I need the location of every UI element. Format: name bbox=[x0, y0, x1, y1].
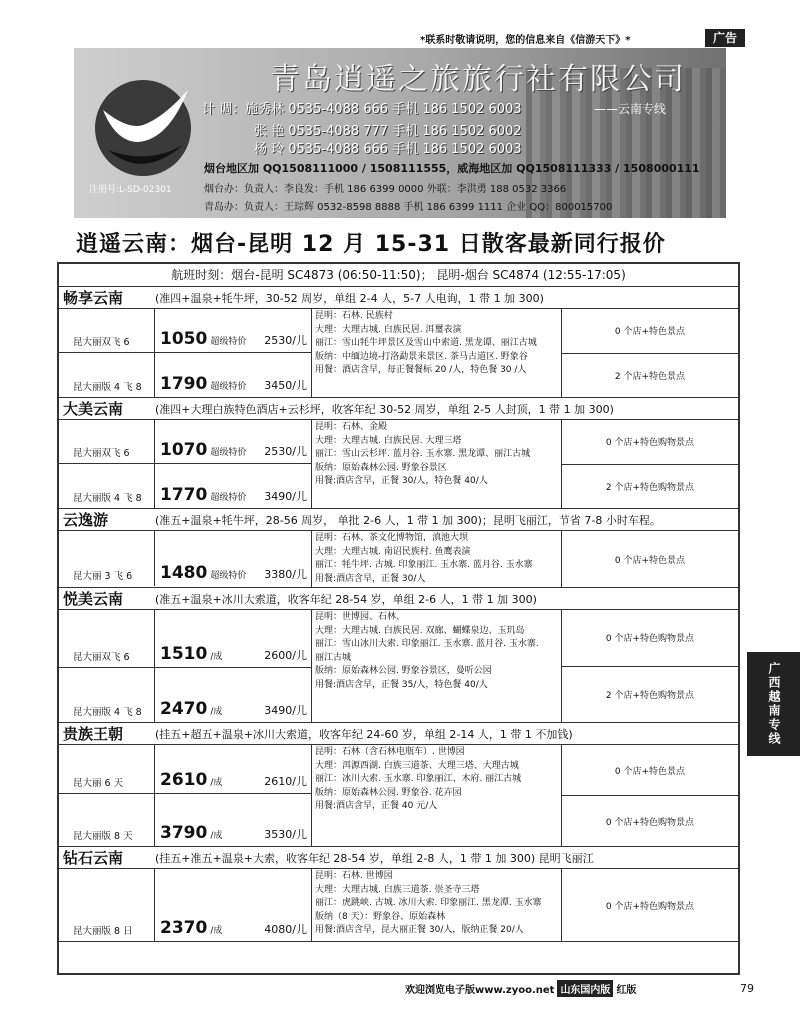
child-price: 2530/儿 bbox=[264, 445, 307, 458]
product-name: 昆大丽版 4 飞 8 bbox=[59, 464, 155, 508]
section-header bbox=[59, 287, 738, 309]
product-price bbox=[155, 644, 311, 667]
adult-price: 1070 bbox=[160, 440, 208, 460]
itinerary-line: 丽江古城 bbox=[315, 652, 352, 663]
shop-count: 0 个店+特色景点 bbox=[562, 745, 738, 796]
product-list bbox=[59, 610, 312, 722]
adult-price: 1050 bbox=[160, 329, 208, 349]
product-item bbox=[59, 353, 311, 397]
itinerary-line: 用餐:酒店含早，正餐 30/人，特色餐 40/人 bbox=[315, 476, 488, 486]
product-item bbox=[59, 464, 311, 508]
product-item bbox=[59, 794, 311, 846]
section-header bbox=[59, 509, 738, 531]
section-header bbox=[59, 398, 738, 420]
section-note: (挂五+准五+温泉+大索，收客年纪 28-54 岁，单组 2-8 人，1 带 1 加 300) 昆明飞丽江 bbox=[155, 851, 594, 865]
itinerary-line: 版纳：原始森林公园. 野象谷景区，曼听公园 bbox=[315, 666, 492, 676]
price-type: /成 bbox=[210, 778, 223, 788]
adult-price: 1770 bbox=[160, 485, 208, 505]
shop-count: 2 个店+特色购物景点 bbox=[605, 690, 695, 701]
price-type: /成 bbox=[210, 926, 223, 936]
product-name: 昆大丽 6 天 bbox=[59, 745, 155, 793]
section-note: (准五+温泉+冰川大索道，收客年纪 28-54 岁，单组 2-6 人，1 带 1 加 300) bbox=[155, 592, 537, 606]
product-list bbox=[59, 309, 312, 397]
agency-banner bbox=[74, 48, 726, 218]
page-number: 79 bbox=[740, 982, 754, 995]
product-price bbox=[155, 823, 311, 846]
itinerary bbox=[312, 420, 562, 508]
product-name: 昆大丽版 4 飞 8 bbox=[59, 353, 155, 397]
itinerary-line: 用餐:酒店含早，昆大丽正餐 30/人，版纳正餐 20/人 bbox=[315, 925, 524, 935]
product-row bbox=[59, 869, 738, 942]
child-price: 3490/儿 bbox=[264, 704, 307, 717]
shopping-info bbox=[562, 610, 738, 722]
product-price bbox=[155, 918, 311, 941]
itinerary-line: 用餐：酒店含早，每正餐餐标 20 /人，特色餐 30 /人 bbox=[315, 365, 527, 375]
shopping-info bbox=[562, 309, 738, 397]
product-list bbox=[59, 745, 312, 846]
product-item bbox=[59, 531, 311, 586]
price-type: 超级特价 bbox=[210, 337, 247, 347]
price-type: 超级特价 bbox=[210, 448, 247, 458]
product-price bbox=[155, 440, 311, 463]
contact-line: 张 艳 0535-4088 777 手机 186 1502 6002 bbox=[254, 124, 522, 139]
product-row bbox=[59, 420, 738, 509]
product-row bbox=[59, 610, 738, 723]
itinerary-line: 用餐:酒店含早，正餐 30/人 bbox=[315, 573, 426, 584]
section-note: (挂五+超五+温泉+冰川大索道，收客年纪 24-60 岁，单组 2-14 人，1 带 1 不加钱) bbox=[155, 727, 573, 741]
adult-price: 1510 bbox=[160, 644, 208, 664]
itinerary-line: 昆明：石林（含石林电瓶车）. 世博园 bbox=[315, 747, 465, 757]
yantai-office: 烟台办：负责人：李良发：手机 186 6399 0000 外联：李洪勇 188 0532 3366 bbox=[204, 184, 567, 195]
itinerary-line: 大理：大理古城. 白族三道茶. 崇圣寺三塔 bbox=[315, 884, 480, 895]
product-item bbox=[59, 745, 311, 794]
shop-count: 2 个店+特色购物景点 bbox=[605, 482, 695, 493]
color-edition: 红版 bbox=[616, 985, 637, 996]
itinerary-line: 版纳：原始森林公园. 野象谷景区 bbox=[315, 462, 447, 473]
product-item bbox=[59, 610, 311, 668]
product-price bbox=[155, 329, 311, 352]
section-note: (准四+温泉+牦牛坪，30-52 周岁，单组 2-4 人，5-7 人电询，1 带 1 加 300) bbox=[155, 291, 544, 305]
adult-price: 1480 bbox=[160, 563, 208, 583]
product-item bbox=[59, 668, 311, 722]
shop-count: 0 个店+特色购物景点 bbox=[562, 420, 738, 465]
section-title: 畅享云南 bbox=[63, 289, 124, 307]
shopping-info bbox=[562, 420, 738, 508]
page-headline: 逍遥云南：烟台-昆明 12 月 15-31 日散客最新同行报价 bbox=[76, 232, 666, 257]
product-row bbox=[59, 531, 738, 588]
itinerary-line: 丽江：雪山牦牛坪景区及雪山中索道. 黑龙谭、丽江古城 bbox=[315, 338, 537, 348]
shopping-info bbox=[562, 745, 738, 846]
section-title: 云逸游 bbox=[63, 511, 109, 529]
product-list bbox=[59, 420, 312, 508]
product-name: 昆大丽双飞 6 bbox=[59, 610, 155, 667]
bird-logo-icon bbox=[88, 70, 198, 190]
itinerary-line: 大理：大理古城. 南诏民族村. 鱼鹰表演 bbox=[315, 546, 471, 557]
child-price: 4080/儿 bbox=[264, 923, 307, 936]
child-price: 2600/儿 bbox=[264, 649, 307, 662]
product-item bbox=[59, 420, 311, 464]
registration-number: 注册号:L-SD-02301 bbox=[89, 185, 172, 195]
product-item bbox=[59, 309, 311, 353]
itinerary-line: 昆明：石林. 世博园 bbox=[315, 871, 393, 881]
product-name: 昆大丽版 8 天 bbox=[59, 794, 155, 846]
product-row bbox=[59, 745, 738, 847]
product-price bbox=[155, 374, 311, 397]
product-price bbox=[155, 699, 311, 722]
adult-price: 2370 bbox=[160, 918, 208, 938]
product-price bbox=[155, 485, 311, 508]
child-price: 3490/儿 bbox=[264, 490, 307, 503]
contact-line: 计 调：施秀林 0535-4088 666 手机 186 1502 6003 bbox=[202, 102, 522, 117]
product-name: 昆大丽双飞 6 bbox=[59, 420, 155, 463]
price-type: 超级特价 bbox=[210, 493, 247, 503]
product-list bbox=[59, 869, 312, 941]
child-price: 2530/儿 bbox=[264, 334, 307, 347]
section-header bbox=[59, 723, 738, 745]
itinerary-line: 丽江：雪山云杉坪. 蓝月谷. 玉水寨. 黑龙谭、丽江古城 bbox=[315, 449, 531, 459]
yunnan-line-label: ——云南专线 bbox=[594, 102, 667, 116]
itinerary-line: 用餐:酒店含早，正餐 35/人，特色餐 40/人 bbox=[315, 679, 488, 690]
itinerary-line: 大理：大理古城. 白族民居. 大理三塔 bbox=[315, 435, 462, 446]
section-title: 悦美云南 bbox=[63, 590, 124, 608]
qingdao-office: 青岛办：负责人：王琮辉 0532-8598 8888 手机 186 6399 1111 企业 QQ：800015700 bbox=[204, 202, 613, 213]
shop-count: 0 个店+特色购物景点 bbox=[562, 610, 738, 667]
product-name: 昆大丽双飞 6 bbox=[59, 309, 155, 352]
section-title: 大美云南 bbox=[63, 400, 124, 418]
side-section-tab: 广西越南专线 bbox=[747, 652, 800, 756]
shop-count: 0 个店+特色景点 bbox=[614, 555, 686, 566]
itinerary-line: 版纳（8 天）：野象谷、原始森林 bbox=[315, 911, 446, 922]
itinerary-line: 昆明：石林. 民族村 bbox=[315, 311, 393, 321]
price-type: 超级特价 bbox=[210, 382, 247, 392]
flight-schedule: 航班时刻：烟台-昆明 SC4873 (06:50-11:50)； 昆明-烟台 SC4874 (12:55-17:05) bbox=[59, 264, 738, 287]
price-type: /成 bbox=[210, 652, 223, 662]
adult-price: 1790 bbox=[160, 374, 208, 394]
section-title: 钻石云南 bbox=[63, 849, 124, 867]
adult-price: 2470 bbox=[160, 699, 208, 719]
itinerary bbox=[312, 745, 562, 846]
itinerary-line: 昆明：石林、茶文化博物馆，滇池大坝 bbox=[315, 533, 469, 543]
itinerary-line: 版纳：原始森林公园. 野象谷. 花卉园 bbox=[315, 787, 462, 798]
adult-price: 3790 bbox=[160, 823, 208, 843]
price-table bbox=[57, 262, 740, 975]
shop-count: 0 个店+特色购物景点 bbox=[605, 901, 695, 912]
itinerary-line: 昆明：石林、金殿 bbox=[315, 422, 388, 432]
child-price: 2610/儿 bbox=[264, 775, 307, 788]
itinerary-line: 丽江：冰川大索. 玉水寨. 印象丽江、木府. 丽江古城 bbox=[315, 774, 522, 784]
product-price bbox=[155, 770, 311, 793]
section-title: 贵族王朝 bbox=[63, 725, 124, 743]
contact-line: 杨 玲 0535-4088 666 手机 186 1502 6003 bbox=[254, 142, 522, 157]
itinerary-line: 大理：大理古城. 白族民居. 双廊、蝴蝶泉边、玉玑岛 bbox=[315, 625, 525, 636]
itinerary-line: 大理：洱源西湖. 白族三道茶、大理三塔、大理古城 bbox=[315, 760, 519, 771]
inquiry-note: *联系时敬请说明，您的信息来自《信游天下》* bbox=[420, 35, 631, 46]
product-price bbox=[155, 563, 311, 586]
ad-tag: 广告 bbox=[705, 29, 745, 47]
section-header bbox=[59, 588, 738, 610]
child-price: 3530/儿 bbox=[264, 828, 307, 841]
itinerary-line: 丽江：雪山冰川大索. 印象丽江. 玉水寨. 蓝月谷. 玉水寨. bbox=[315, 639, 539, 649]
footer bbox=[405, 980, 636, 997]
section-note: (准五+温泉+牦牛坪，28-56 周岁， 单批 2-6 人，1 带 1 加 300)；昆明飞丽江，节省 7-8 小时车程。 bbox=[155, 513, 661, 527]
adult-price: 2610 bbox=[160, 770, 208, 790]
itinerary bbox=[312, 531, 562, 587]
shop-count: 2 个店+特色景点 bbox=[614, 371, 686, 382]
product-name: 昆大丽 3 飞 6 bbox=[59, 531, 155, 586]
child-price: 3450/儿 bbox=[264, 379, 307, 392]
product-row bbox=[59, 309, 738, 398]
child-price: 3380/儿 bbox=[264, 568, 307, 581]
shopping-info bbox=[562, 531, 738, 587]
itinerary-line: 版纳：中缅边境-打洛勐景来景区. 茶马古道区. 野象谷 bbox=[315, 351, 528, 362]
shop-count: 0 个店+特色购物景点 bbox=[605, 817, 695, 828]
itinerary-line: 用餐:酒店含早，正餐 40 元/人 bbox=[315, 801, 438, 811]
product-item bbox=[59, 869, 311, 941]
price-type: /成 bbox=[210, 707, 223, 717]
itinerary-line: 丽江：虎跳峡. 古城. 冰川大索. 印象丽江. 黑龙潭. 玉水寨 bbox=[315, 898, 542, 908]
itinerary bbox=[312, 309, 562, 397]
price-type: 超级特价 bbox=[210, 571, 247, 581]
footer-url: 欢迎浏览电子版www.zyoo.net bbox=[405, 985, 555, 996]
qq-contacts: 烟台地区加 QQ1508111000 / 1508111555，威海地区加 QQ1508111333 / 1508000111 bbox=[204, 162, 700, 175]
edition-label: 山东国内版 bbox=[557, 980, 613, 997]
price-type: /成 bbox=[210, 831, 223, 841]
itinerary-line: 大理：大理古城. 白族民居. 洱璽表演 bbox=[315, 324, 462, 335]
itinerary bbox=[312, 610, 562, 722]
company-name: 青岛逍遥之旅旅行社有限公司 bbox=[270, 62, 686, 97]
itinerary-line: 丽江：牦牛坪. 古城. 印象丽江. 玉水寨. 蓝月谷. 玉水寨 bbox=[315, 560, 533, 570]
product-name: 昆大丽版 4 飞 8 bbox=[59, 668, 155, 722]
product-list bbox=[59, 531, 312, 587]
section-header bbox=[59, 847, 738, 869]
shopping-info bbox=[562, 869, 738, 941]
itinerary bbox=[312, 869, 562, 941]
itinerary-line: 昆明：世博园、石林、 bbox=[315, 612, 406, 622]
product-name: 昆大丽版 8 日 bbox=[59, 869, 155, 941]
shop-count: 0 个店+特色景点 bbox=[562, 309, 738, 354]
section-note: (准四+大理白族特色酒店+云杉坪，收客年纪 30-52 周岁，单组 2-5 人封顶，1 带 1 加 300) bbox=[155, 402, 614, 416]
